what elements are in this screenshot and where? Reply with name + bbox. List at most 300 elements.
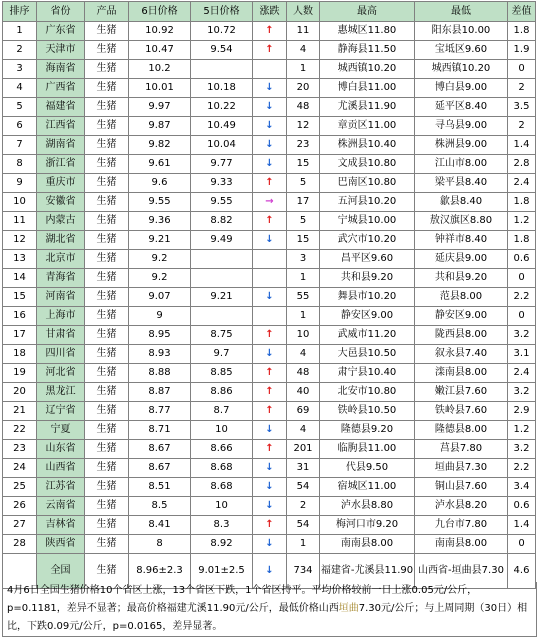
- lowest-cell: 莒县7.80: [415, 440, 508, 459]
- count-cell: 69: [287, 402, 320, 421]
- trend-cell: [253, 174, 287, 193]
- rank-cell: 26: [3, 497, 37, 516]
- price-day5-cell: 10: [191, 421, 253, 440]
- price-day6-cell: 8: [129, 535, 191, 554]
- province-cell: 吉林省: [37, 516, 85, 535]
- table-row: [3, 117, 536, 136]
- rank-cell: 4: [3, 79, 37, 98]
- trend-cell: [253, 250, 287, 269]
- table-row: [3, 250, 536, 269]
- rank-cell: 6: [3, 117, 37, 136]
- price-day5-cell: 9.54: [191, 41, 253, 60]
- lowest-cell: 滦南县8.00: [415, 364, 508, 383]
- province-cell: 全国: [37, 554, 85, 589]
- price-day6-cell: 9.2: [129, 250, 191, 269]
- table-row: [3, 516, 536, 535]
- trend-up-icon: ↑: [265, 44, 274, 55]
- rank-cell: 12: [3, 231, 37, 250]
- difference-cell: 3.4: [508, 478, 536, 497]
- trend-cell: [253, 307, 287, 326]
- highest-cell: 舞县市10.20: [320, 288, 415, 307]
- trend-cell: [253, 136, 287, 155]
- table-row: [3, 269, 536, 288]
- price-day6-cell: 10.92: [129, 22, 191, 41]
- price-day5-cell: 8.68: [191, 459, 253, 478]
- rank-cell: 24: [3, 459, 37, 478]
- highest-cell: 泸水县8.80: [320, 497, 415, 516]
- difference-cell: 1.4: [508, 136, 536, 155]
- rank-cell: 18: [3, 345, 37, 364]
- product-cell: 生猪: [85, 41, 129, 60]
- lowest-cell: 垣曲县7.30: [415, 459, 508, 478]
- count-cell: 10: [287, 326, 320, 345]
- province-cell: 陕西省: [37, 535, 85, 554]
- price-day6-cell: 8.95: [129, 326, 191, 345]
- trend-down-icon: ↓: [265, 158, 274, 169]
- highest-cell: 南南县8.00: [320, 535, 415, 554]
- product-cell: 生猪: [85, 155, 129, 174]
- table-row: [3, 193, 536, 212]
- rank-cell: 5: [3, 98, 37, 117]
- trend-cell: [253, 516, 287, 535]
- lowest-cell: 九台市7.80: [415, 516, 508, 535]
- product-cell: 生猪: [85, 345, 129, 364]
- trend-cell: [253, 60, 287, 79]
- product-cell: 生猪: [85, 22, 129, 41]
- rank-cell: 14: [3, 269, 37, 288]
- price-day6-cell: 9.6: [129, 174, 191, 193]
- lowest-cell: 泸水县8.20: [415, 497, 508, 516]
- difference-cell: 3.2: [508, 383, 536, 402]
- count-cell: 734: [287, 554, 320, 589]
- province-cell: 辽宁省: [37, 402, 85, 421]
- price-day5-cell: 9.21: [191, 288, 253, 307]
- product-cell: 生猪: [85, 250, 129, 269]
- price-day6-cell: 10.2: [129, 60, 191, 79]
- header-lowest: 最低: [415, 2, 508, 22]
- trend-cell: [253, 288, 287, 307]
- table-row: [3, 364, 536, 383]
- province-cell: 北京市: [37, 250, 85, 269]
- lowest-cell: 隆德县8.00: [415, 421, 508, 440]
- trend-down-icon: ↓: [265, 462, 274, 473]
- lowest-cell: 延庆县9.00: [415, 250, 508, 269]
- trend-flat-icon: →: [265, 196, 274, 207]
- trend-cell: [253, 41, 287, 60]
- lowest-cell: 静安区9.00: [415, 307, 508, 326]
- difference-cell: 1.9: [508, 41, 536, 60]
- count-cell: 5: [287, 212, 320, 231]
- product-cell: 生猪: [85, 383, 129, 402]
- highest-cell: 文成县10.80: [320, 155, 415, 174]
- lowest-cell: 钟祥市8.40: [415, 231, 508, 250]
- province-cell: 上海市: [37, 307, 85, 326]
- province-cell: 海南省: [37, 60, 85, 79]
- difference-cell: 3.5: [508, 98, 536, 117]
- table-row: [3, 440, 536, 459]
- price-day6-cell: 8.87: [129, 383, 191, 402]
- rank-cell: 28: [3, 535, 37, 554]
- highest-cell: 梅河口市9.20: [320, 516, 415, 535]
- price-day6-cell: 9: [129, 307, 191, 326]
- highest-cell: 株洲县10.40: [320, 136, 415, 155]
- price-day5-cell: [191, 269, 253, 288]
- price-day5-cell: 8.68: [191, 478, 253, 497]
- count-cell: 15: [287, 155, 320, 174]
- price-day5-cell: 9.33: [191, 174, 253, 193]
- count-cell: 4: [287, 421, 320, 440]
- lowest-cell: 铁岭县7.60: [415, 402, 508, 421]
- highest-cell: 武威市11.20: [320, 326, 415, 345]
- lowest-cell: 宝坻区9.60: [415, 41, 508, 60]
- trend-down-icon: ↓: [265, 120, 274, 131]
- count-cell: 15: [287, 231, 320, 250]
- rank-cell: 7: [3, 136, 37, 155]
- lowest-cell: 延平区8.40: [415, 98, 508, 117]
- product-cell: 生猪: [85, 193, 129, 212]
- lowest-cell: 株洲县9.00: [415, 136, 508, 155]
- count-cell: 23: [287, 136, 320, 155]
- price-day6-cell: 8.67: [129, 440, 191, 459]
- product-cell: 生猪: [85, 478, 129, 497]
- trend-down-icon: ↓: [265, 291, 274, 302]
- difference-cell: 0: [508, 269, 536, 288]
- count-cell: 40: [287, 383, 320, 402]
- table-row: [3, 497, 536, 516]
- header-price-day6: 6日价格: [129, 2, 191, 22]
- rank-cell: 17: [3, 326, 37, 345]
- price-day5-cell: 8.3: [191, 516, 253, 535]
- header-product: 产品: [85, 2, 129, 22]
- province-cell: 浙江省: [37, 155, 85, 174]
- price-day6-cell: 8.93: [129, 345, 191, 364]
- price-day6-cell: 8.71: [129, 421, 191, 440]
- difference-cell: 0: [508, 307, 536, 326]
- product-cell: 生猪: [85, 459, 129, 478]
- highest-cell: 代县9.50: [320, 459, 415, 478]
- header-trend: 涨跌: [253, 2, 287, 22]
- product-cell: 生猪: [85, 269, 129, 288]
- province-cell: 河南省: [37, 288, 85, 307]
- difference-cell: 1.2: [508, 421, 536, 440]
- count-cell: 4: [287, 41, 320, 60]
- price-day6-cell: 10.01: [129, 79, 191, 98]
- table-row: [3, 136, 536, 155]
- trend-cell: [253, 421, 287, 440]
- difference-cell: 2: [508, 79, 536, 98]
- trend-up-icon: ↑: [265, 25, 274, 36]
- rank-cell: 2: [3, 41, 37, 60]
- table-row: [3, 535, 536, 554]
- difference-cell: 1.8: [508, 193, 536, 212]
- count-cell: 3: [287, 250, 320, 269]
- trend-cell: [253, 440, 287, 459]
- province-cell: 重庆市: [37, 174, 85, 193]
- count-cell: 1: [287, 269, 320, 288]
- highest-cell: 章贡区11.00: [320, 117, 415, 136]
- rank-cell: 16: [3, 307, 37, 326]
- price-day5-cell: 9.77: [191, 155, 253, 174]
- highest-cell: 肃宁县10.40: [320, 364, 415, 383]
- rank-cell: 23: [3, 440, 37, 459]
- lowest-cell: 城西镇10.20: [415, 60, 508, 79]
- trend-cell: [253, 212, 287, 231]
- header-highest: 最高: [320, 2, 415, 22]
- lowest-cell: 南南县8.00: [415, 535, 508, 554]
- price-day5-cell: [191, 307, 253, 326]
- price-day6-cell: 9.2: [129, 269, 191, 288]
- rank-cell: 9: [3, 174, 37, 193]
- trend-down-icon: ↓: [265, 538, 274, 549]
- product-cell: 生猪: [85, 421, 129, 440]
- price-day6-cell: 10.47: [129, 41, 191, 60]
- province-cell: 河北省: [37, 364, 85, 383]
- price-day6-cell: 9.87: [129, 117, 191, 136]
- difference-cell: 3.2: [508, 326, 536, 345]
- table-row: [3, 212, 536, 231]
- header-price-day5: 5日价格: [191, 2, 253, 22]
- difference-cell: 2.9: [508, 402, 536, 421]
- table-body: [3, 22, 536, 589]
- rank-cell: 19: [3, 364, 37, 383]
- table-row: [3, 288, 536, 307]
- highest-cell: 昌平区9.60: [320, 250, 415, 269]
- highest-cell: 宿城区11.00: [320, 478, 415, 497]
- trend-cell: [253, 79, 287, 98]
- province-cell: 青海省: [37, 269, 85, 288]
- highest-cell: 五河县10.20: [320, 193, 415, 212]
- price-day5-cell: 8.86: [191, 383, 253, 402]
- header-province: 省份: [37, 2, 85, 22]
- difference-cell: 2.4: [508, 364, 536, 383]
- price-day5-cell: 9.55: [191, 193, 253, 212]
- count-cell: 4: [287, 345, 320, 364]
- lowest-cell: 山西省-垣曲县7.30: [415, 554, 508, 589]
- price-day5-cell: 8.92: [191, 535, 253, 554]
- price-day5-cell: 8.82: [191, 212, 253, 231]
- province-cell: 云南省: [37, 497, 85, 516]
- trend-down-icon: ↓: [265, 234, 274, 245]
- count-cell: 55: [287, 288, 320, 307]
- product-cell: 生猪: [85, 79, 129, 98]
- price-day6-cell: 8.41: [129, 516, 191, 535]
- rank-cell: 8: [3, 155, 37, 174]
- trend-cell: [253, 326, 287, 345]
- lowest-cell: 陇西县8.00: [415, 326, 508, 345]
- province-cell: 湖南省: [37, 136, 85, 155]
- difference-cell: 1.4: [508, 516, 536, 535]
- price-day5-cell: 10: [191, 497, 253, 516]
- highest-cell: 临朐县11.00: [320, 440, 415, 459]
- count-cell: 201: [287, 440, 320, 459]
- table-row: [3, 307, 536, 326]
- header-rank: 排序: [3, 2, 37, 22]
- product-cell: 生猪: [85, 326, 129, 345]
- trend-cell: [253, 345, 287, 364]
- product-cell: 生猪: [85, 288, 129, 307]
- rank-cell: 3: [3, 60, 37, 79]
- product-cell: 生猪: [85, 212, 129, 231]
- difference-cell: 3.1: [508, 345, 536, 364]
- product-cell: 生猪: [85, 174, 129, 193]
- price-day6-cell: 8.67: [129, 459, 191, 478]
- lowest-cell: 共和县9.20: [415, 269, 508, 288]
- price-day5-cell: 9.49: [191, 231, 253, 250]
- trend-cell: [253, 117, 287, 136]
- price-day6-cell: 9.55: [129, 193, 191, 212]
- table-row: [3, 421, 536, 440]
- province-cell: 四川省: [37, 345, 85, 364]
- product-cell: 生猪: [85, 231, 129, 250]
- price-day5-cell: 10.72: [191, 22, 253, 41]
- price-day6-cell: 9.82: [129, 136, 191, 155]
- count-cell: 1: [287, 60, 320, 79]
- rank-cell: 22: [3, 421, 37, 440]
- highest-cell: 共和县9.20: [320, 269, 415, 288]
- lowest-cell: 江山市8.00: [415, 155, 508, 174]
- trend-cell: [253, 22, 287, 41]
- province-cell: 江西省: [37, 117, 85, 136]
- lowest-cell: 范县8.00: [415, 288, 508, 307]
- difference-cell: 4.6: [508, 554, 536, 589]
- trend-down-icon: ↓: [265, 500, 274, 511]
- difference-cell: 2.8: [508, 155, 536, 174]
- price-day5-cell: 8.75: [191, 326, 253, 345]
- trend-down-icon: ↓: [265, 565, 274, 576]
- summary-note: [2, 582, 537, 637]
- highest-cell: 静安区9.00: [320, 307, 415, 326]
- header-difference: 差值: [508, 2, 536, 22]
- trend-up-icon: ↑: [265, 215, 274, 226]
- difference-cell: 0.6: [508, 497, 536, 516]
- province-cell: 内蒙古: [37, 212, 85, 231]
- table-row: [3, 459, 536, 478]
- summary-text-2: 7.30元/公斤；与上周同期（30日）相比，下跌0.09元/公斤，p=0.0165，差异显著。: [7, 603, 528, 632]
- highest-cell: 巴南区10.80: [320, 174, 415, 193]
- price-day6-cell: 9.07: [129, 288, 191, 307]
- count-cell: 31: [287, 459, 320, 478]
- province-cell: 江苏省: [37, 478, 85, 497]
- trend-cell: [253, 402, 287, 421]
- trend-cell: [253, 459, 287, 478]
- price-day5-cell: 10.18: [191, 79, 253, 98]
- trend-cell: [253, 193, 287, 212]
- product-cell: 生猪: [85, 60, 129, 79]
- province-cell: 广东省: [37, 22, 85, 41]
- highest-cell: 宁城县10.00: [320, 212, 415, 231]
- price-day6-cell: 9.61: [129, 155, 191, 174]
- trend-cell: [253, 535, 287, 554]
- price-day5-cell: 8.66: [191, 440, 253, 459]
- lowest-cell: 阳东县10.00: [415, 22, 508, 41]
- product-cell: 生猪: [85, 516, 129, 535]
- lowest-cell: 敖汉旗区8.80: [415, 212, 508, 231]
- table-row: [3, 326, 536, 345]
- product-cell: 生猪: [85, 535, 129, 554]
- table-row: [3, 345, 536, 364]
- province-cell: 黑龙江: [37, 383, 85, 402]
- difference-cell: 0.6: [508, 250, 536, 269]
- count-cell: 54: [287, 516, 320, 535]
- trend-up-icon: ↑: [265, 386, 274, 397]
- product-cell: 生猪: [85, 554, 129, 589]
- table-row: [3, 478, 536, 497]
- trend-cell: [253, 364, 287, 383]
- lowest-cell: 歙县8.40: [415, 193, 508, 212]
- price-day6-cell: 8.96±2.3: [129, 554, 191, 589]
- trend-cell: [253, 98, 287, 117]
- table-row: [3, 79, 536, 98]
- count-cell: 20: [287, 79, 320, 98]
- province-cell: 湖北省: [37, 231, 85, 250]
- count-cell: 1: [287, 307, 320, 326]
- highest-cell: 博白县11.00: [320, 79, 415, 98]
- product-cell: 生猪: [85, 497, 129, 516]
- table-row: [3, 98, 536, 117]
- price-table: [2, 1, 536, 589]
- count-cell: 48: [287, 98, 320, 117]
- trend-down-icon: ↓: [265, 348, 274, 359]
- difference-cell: 2: [508, 117, 536, 136]
- header-count: 人数: [287, 2, 320, 22]
- difference-cell: 1.8: [508, 231, 536, 250]
- price-day5-cell: 9.7: [191, 345, 253, 364]
- price-day6-cell: 9.21: [129, 231, 191, 250]
- table-row: [3, 41, 536, 60]
- lowest-cell: 梁平县8.40: [415, 174, 508, 193]
- trend-down-icon: ↓: [265, 424, 274, 435]
- trend-up-icon: ↑: [265, 367, 274, 378]
- price-day5-cell: [191, 60, 253, 79]
- trend-up-icon: ↑: [265, 519, 274, 530]
- lowest-cell: 博白县9.00: [415, 79, 508, 98]
- trend-up-icon: ↑: [265, 405, 274, 416]
- trend-cell: [253, 383, 287, 402]
- province-cell: 福建省: [37, 98, 85, 117]
- rank-cell: 20: [3, 383, 37, 402]
- trend-cell: [253, 478, 287, 497]
- trend-cell: [253, 497, 287, 516]
- count-cell: 2: [287, 497, 320, 516]
- highest-cell: 城西镇10.20: [320, 60, 415, 79]
- price-day6-cell: 8.5: [129, 497, 191, 516]
- rank-cell: 15: [3, 288, 37, 307]
- product-cell: 生猪: [85, 117, 129, 136]
- lowest-cell: 铜山县7.60: [415, 478, 508, 497]
- rank-cell: 11: [3, 212, 37, 231]
- province-cell: 山东省: [37, 440, 85, 459]
- rank-cell: 25: [3, 478, 37, 497]
- trend-up-icon: ↑: [265, 177, 274, 188]
- highest-cell: 铁岭县10.50: [320, 402, 415, 421]
- count-cell: 54: [287, 478, 320, 497]
- price-day6-cell: 8.51: [129, 478, 191, 497]
- trend-up-icon: ↑: [265, 329, 274, 340]
- trend-cell: [253, 155, 287, 174]
- province-cell: 天津市: [37, 41, 85, 60]
- difference-cell: 2.2: [508, 459, 536, 478]
- trend-down-icon: ↓: [265, 101, 274, 112]
- count-cell: 48: [287, 364, 320, 383]
- province-cell: 广西省: [37, 79, 85, 98]
- price-day6-cell: 8.88: [129, 364, 191, 383]
- difference-cell: 0: [508, 535, 536, 554]
- trend-cell: [253, 269, 287, 288]
- product-cell: 生猪: [85, 364, 129, 383]
- product-cell: 生猪: [85, 402, 129, 421]
- lowest-cell: 寻乌县9.00: [415, 117, 508, 136]
- highest-cell: 大邑县10.50: [320, 345, 415, 364]
